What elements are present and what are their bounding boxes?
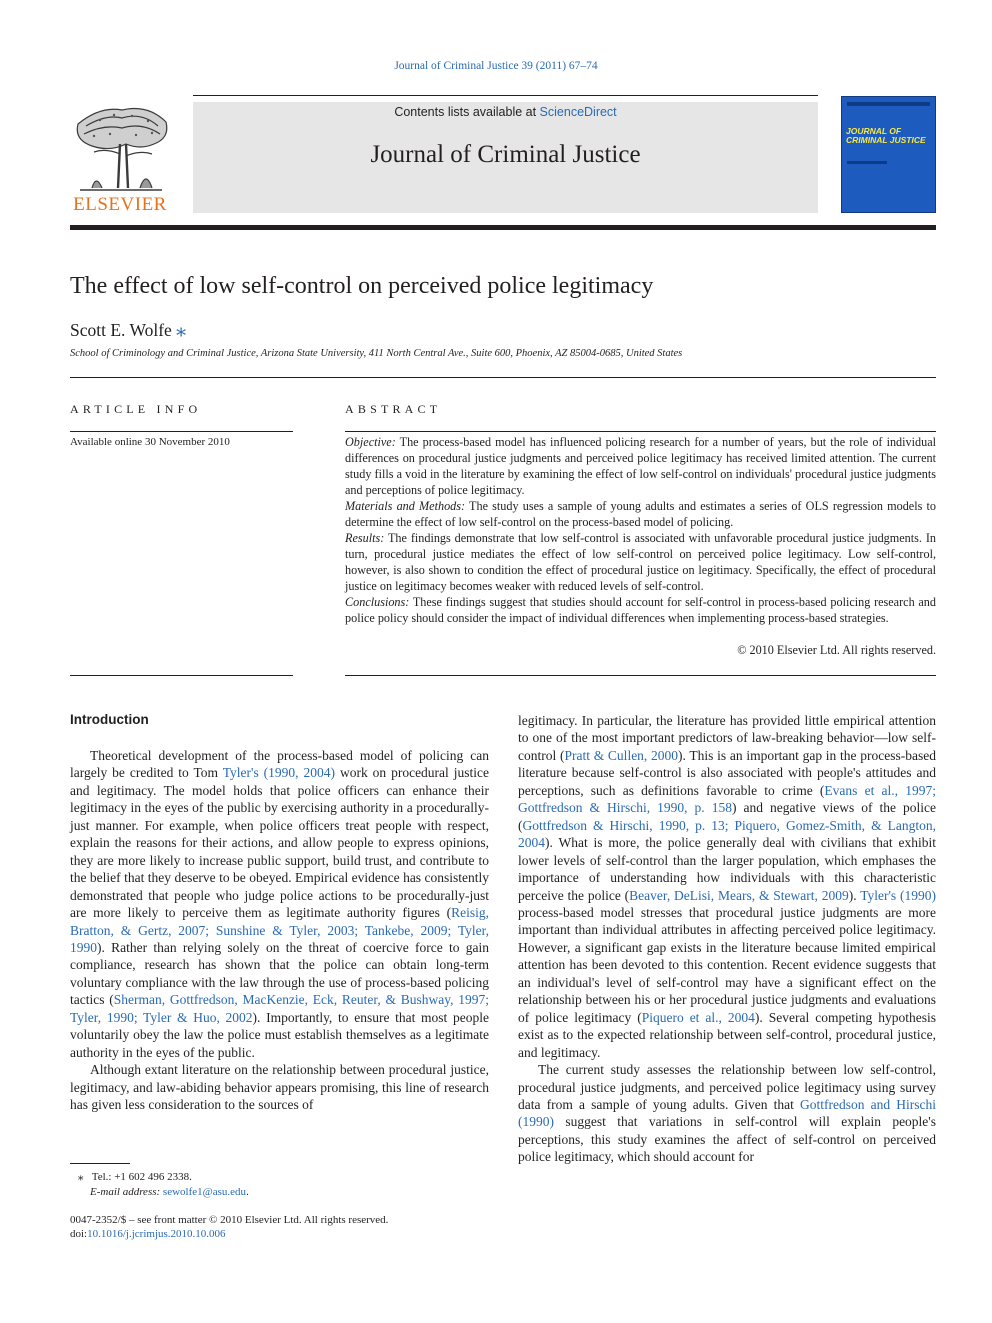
ref-reisig-sunshine-tankebe-tyler[interactable]: Reisig, Bratton, & Gertz, 2007; Sunshine & Tyler, 2003; Tankebe, 2009; Tyler, 1990 — [70, 905, 489, 955]
footnote-email: E-mail address: sewolfe1@asu.edu. — [90, 1186, 249, 1198]
abstract-heading: ABSTRACT — [345, 402, 442, 416]
banner-top-rule — [193, 95, 818, 96]
left-column — [70, 747, 489, 1114]
abstract-results: Results: The findings demonstrate that low self-control is associated with unfavorable procedural justice judgments. In turn, procedural justice mediates the effect of low self-control on perceived police legitimacy. Low self-control, however, is also shown to condition the effect of procedural justice on legitimacy. Specifically, the effect of procedural justice on legitimacy becomes weaker with reduced levels of self-control. — [345, 531, 936, 593]
author-affiliation: School of Criminology and Criminal Justice, Arizona State University, 411 North Central Ave., Suite 600, Phoenix, AZ 85004-0685, United States — [70, 348, 683, 359]
email-link[interactable]: sewolfe1@asu.edu — [162, 1186, 247, 1198]
introduction-heading: Introduction — [70, 712, 149, 727]
doi-link[interactable]: 10.1016/j.jcrimjus.2010.10.006 — [87, 1228, 226, 1240]
title-divider — [70, 377, 936, 378]
abstract-rule — [345, 431, 936, 432]
author-footnote-link[interactable]: ⁎ — [176, 319, 187, 341]
ref-pratt-cullen[interactable]: Pratt & Cullen, 2000 — [564, 747, 679, 763]
ref-gottfredson-hirschi[interactable]: Gottfredson and Hirschi (1990) — [518, 1096, 936, 1130]
intro-paragraph-1: Theoretical development of the process-based model of policing can largely be credited to Tom Tyler's (1990, 2004) work on procedural justice and legitimacy. The model holds that police officers can enhance their legitimacy in the eyes of the public by exercising authority in a procedurally-just manner. For example, when police officers treat people with respect, explain the reasons for their actions, and allow people to express opinions, they are more likely to increase public support, build trust, and contribute to the belief that they deserve to be obeyed. Empirical evidence has consistently demonstrated that people who judge police actions to be procedurally-just are more likely to perceive them as legitimate authority figures (Reisig, Bratton, & Gertz, 2007; Sunshine & Tyler, 2003; Tankebe, 2009; Tyler, 1990). Rather than relying solely on the threat of coercive force to gain compliance, research has shown that the police can obtain long-term voluntary compliance with the law through the use of process-based policing tactics (Sherman, Gottfredson, MacKenzie, Eck, Reuter, & Bushway, 1997; Tyler, 1990; Tyler & Huo, 2002). Importantly, to ensure that most people voluntarily obey the law the police must establish themselves as a legitimate authority in the eyes of the public. — [70, 748, 489, 1060]
journal-title: Journal of Criminal Justice — [370, 141, 641, 168]
cover-title: JOURNAL OF CRIMINAL JUSTICE — [846, 126, 926, 145]
journal-cover-image[interactable] — [841, 96, 936, 213]
article-title: The effect of low self-control on perceived police legitimacy — [70, 273, 654, 299]
doi-line: doi:10.1016/j.jcrimjus.2010.10.006 — [70, 1228, 226, 1240]
issn-line: 0047-2352/$ – see front matter © 2010 Elsevier Ltd. All rights reserved. — [70, 1214, 389, 1226]
ref-piquero-2004[interactable]: Piquero et al., 2004 — [641, 1009, 755, 1025]
article-info-heading: ARTICLE INFO — [70, 402, 202, 416]
ref-beaver[interactable]: Beaver, DeLisi, Mears, & Stewart, 2009 — [629, 887, 849, 903]
elsevier-wordmark: ELSEVIER — [73, 194, 167, 215]
abstract-copyright: © 2010 Elsevier Ltd. All rights reserved. — [737, 643, 936, 657]
ref-tyler-1990[interactable]: Tyler's (1990) — [860, 887, 936, 903]
right-column — [518, 712, 936, 1166]
author-name: Scott E. Wolfe — [70, 320, 172, 340]
ref-evans-gottfredson[interactable]: Evans et al., 1997; Gottfredson & Hirschi, 1990, p. 158 — [518, 782, 936, 816]
available-online: Available online 30 November 2010 — [70, 436, 230, 448]
ref-sherman-tyler-huo[interactable]: Sherman, Gottfredson, MacKenzie, Eck, Reuter, & Bushway, 1997; Tyler, 1990; Tyler & Huo, 2002 — [70, 992, 489, 1025]
ref-tyler-1990-2004[interactable]: Tyler's (1990, 2004) — [222, 765, 335, 781]
intro-paragraph-4: The current study assesses the relationship between low self-control, procedural justice judgments, and perceived police legitimacy using survey data from a sample of young adults. Given that Gottfredson and Hirschi (1990) suggest that variations in self-control will explain people's perceptions, this study examines the affect of self-control on perceived police legitimacy, which should account for — [518, 1062, 936, 1165]
contents-prefix: Contents lists available at — [394, 105, 540, 119]
sciencedirect-link[interactable]: ScienceDirect — [539, 105, 617, 119]
footnote-rule — [70, 1163, 130, 1164]
author-line — [70, 317, 186, 342]
intro-paragraph-3: legitimacy. In particular, the literature has provided little empirical attention to one of the most important predictors of law-breaking behavior—low self-control (Pratt & Cullen, 2000). This is an important gap in the process-based literature because self-control is also associated with people's attitudes and perceptions, such as definitions favorable to crime (Evans et al., 1997; Gottfredson & Hirschi, 1990, p. 158) and negative views of the police (Gottfredson & Hirschi, 1990, p. 13; Piquero, Gomez-Smith, & Langton, 2004). What is more, the police generally deal with civilians that exhibit lower levels of self-control than the larger population, which emphases the importance of understanding how individuals with this characteristic perceive the police (Beaver, DeLisi, Mears, & Stewart, 2009). Tyler's (1990) process-based model stresses that procedural justice judgments are more important than individual attributes in affecting perceived police legitimacy. However, a significant gap exists in the literature because limited empirical attention has been devoted to this contention. Recent evidence suggests that an individual's level of self-control may have a significant effect on the relationship between his or her procedural justice judgments and evaluations of police legitimacy (Piquero et al., 2004). Several competing hypothesis exist as to the expected relationship between self-control, procedural justice, and legitimacy. — [518, 713, 936, 1060]
header-divider — [70, 225, 936, 230]
contents-line — [193, 105, 818, 119]
abstract-bottom-rule — [345, 675, 936, 676]
abstract-conclusions: Conclusions: These findings suggest that studies should account for self-control in process-based policing research and police policy should consider the impact of individual differences when implementing process-based strategies. — [345, 595, 936, 625]
abstract-objective: Objective: The process-based model has influenced policing research for a number of years, but the role of individual differences on procedural justice judgments and perceived police legitimacy has received limited attention. The current study fills a void in the literature by examining the effect of low self-control on individuals' procedural justice judgments and perceptions of police legitimacy. — [345, 435, 936, 497]
journal-citation[interactable]: Journal of Criminal Justice 39 (2011) 67–74 — [394, 60, 598, 72]
intro-paragraph-2: Although extant literature on the relationship between procedural justice, legitimacy, and law-abiding behavior appears promising, this line of research has given less consideration to the sources of — [70, 1062, 489, 1113]
abstract-text — [345, 434, 936, 626]
ref-gottfredson-piquero[interactable]: Gottfredson & Hirschi, 1990, p. 13; Piquero, Gomez-Smith, & Langton, 2004 — [518, 817, 936, 851]
article-info-bottom-rule — [70, 675, 293, 676]
footnote-tel: ⁎ Tel.: +1 602 496 2338. — [78, 1171, 192, 1183]
abstract-methods: Materials and Methods: The study uses a sample of young adults and estimates a series of OLS regression models to determine the effect of low self-control on the process-based model of policing. — [345, 499, 936, 529]
article-info-rule — [70, 431, 293, 432]
